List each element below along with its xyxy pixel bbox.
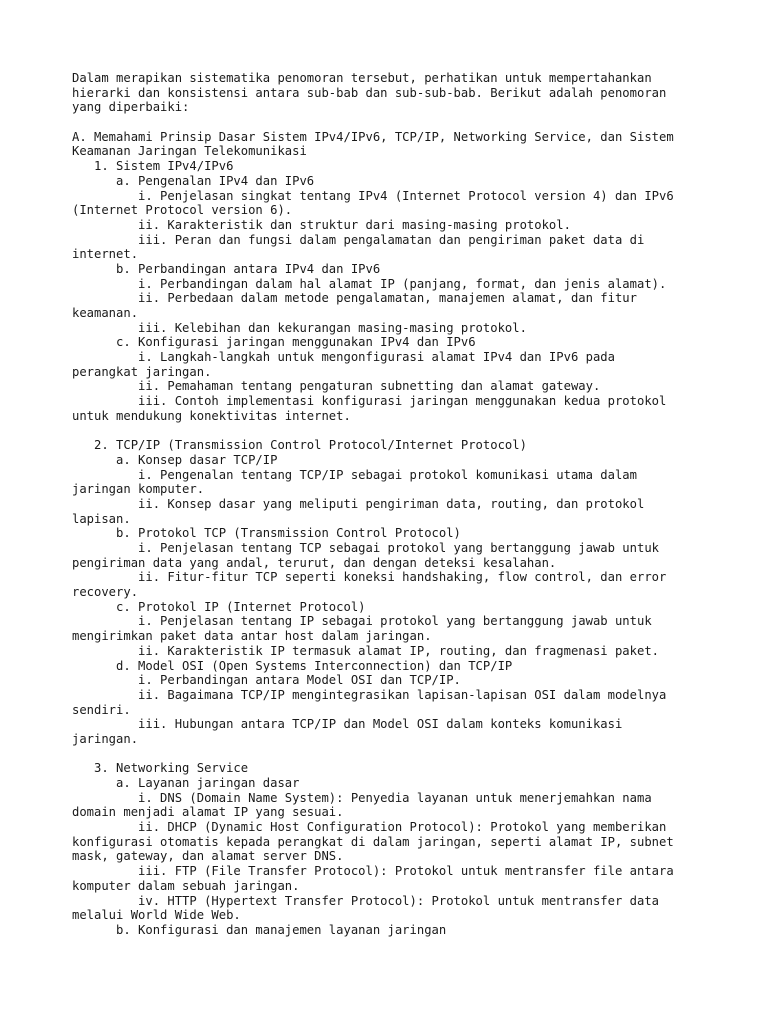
document-line: iv. HTTP (Hypertext Transfer Protocol): Protokol untuk mentransfer data xyxy=(72,893,659,908)
document-line: 2. TCP/IP (Transmission Control Protocol/Internet Protocol) xyxy=(72,438,527,453)
document-line: ii. DHCP (Dynamic Host Configuration Protocol): Protokol yang memberikan xyxy=(72,820,667,835)
document-line: ii. Pemahaman tentang pengaturan subnetting dan alamat gateway. xyxy=(72,379,601,394)
document-line: mengirimkan paket data antar host dalam jaringan. xyxy=(72,629,432,644)
document-line: i. Penjelasan singkat tentang IPv4 (Internet Protocol version 4) dan IPv6 xyxy=(72,188,674,203)
document-line: lapisan. xyxy=(72,511,131,526)
document-line: i. Perbandingan antara Model OSI dan TCP/IP. xyxy=(72,673,461,688)
blank-line xyxy=(72,747,696,762)
document-line: jaringan komputer. xyxy=(72,482,205,497)
document-line: hierarki dan konsistensi antara sub-bab dan sub-sub-bab. Berikut adalah penomoran xyxy=(72,85,667,100)
document-line: pengiriman data yang andal, terurut, dan dengan deteksi kesalahan. xyxy=(72,555,557,570)
document-line: yang diperbaiki: xyxy=(72,100,190,115)
document-line: a. Konsep dasar TCP/IP xyxy=(72,452,278,467)
document-line: iii. Kelebihan dan kekurangan masing-masing protokol. xyxy=(72,320,527,335)
document-line: b. Protokol TCP (Transmission Control Protocol) xyxy=(72,526,461,541)
document-line: internet. xyxy=(72,247,139,262)
document-line: i. Perbandingan dalam hal alamat IP (panjang, format, dan jenis alamat). xyxy=(72,276,667,291)
document-line: ii. Karakteristik dan struktur dari masing-masing protokol. xyxy=(72,217,571,232)
document-line: iii. FTP (File Transfer Protocol): Protokol untuk mentransfer file antara xyxy=(72,864,674,879)
document-line: komputer dalam sebuah jaringan. xyxy=(72,878,300,893)
document-line: c. Protokol IP (Internet Protocol) xyxy=(72,599,366,614)
document-line: (Internet Protocol version 6). xyxy=(72,203,293,218)
document-line: a. Layanan jaringan dasar xyxy=(72,776,300,790)
document-line: recovery. xyxy=(72,585,139,600)
document-line: i. Penjelasan tentang TCP sebagai protokol yang bertanggung jawab untuk xyxy=(72,541,659,555)
document-line: melalui World Wide Web. xyxy=(72,908,241,923)
document-line: b. Perbandingan antara IPv4 dan IPv6 xyxy=(72,261,381,276)
document-line: untuk mendukung konektivitas internet. xyxy=(72,408,351,423)
document-line: ii. Bagaimana TCP/IP mengintegrasikan lapisan-lapisan OSI dalam modelnya xyxy=(72,687,667,702)
blank-line xyxy=(72,424,696,439)
document-line: sendiri. xyxy=(72,702,131,717)
document-line: i. Penjelasan tentang IP sebagai protokol yang bertanggung jawab untuk xyxy=(72,614,652,629)
document-line: mask, gateway, dan alamat server DNS. xyxy=(72,849,344,864)
document-line: iii. Hubungan antara TCP/IP dan Model OSI dalam konteks komunikasi xyxy=(72,717,623,732)
document-line: c. Konfigurasi jaringan menggunakan IPv4 dan IPv6 xyxy=(72,335,476,350)
document-line: d. Model OSI (Open Systems Interconnection) dan TCP/IP xyxy=(72,658,513,673)
document-line: i. DNS (Domain Name System): Penyedia layanan untuk menerjemahkan nama xyxy=(72,790,652,805)
document-line: a. Pengenalan IPv4 dan IPv6 xyxy=(72,173,315,188)
document-line: A. Memahami Prinsip Dasar Sistem IPv4/IPv6, TCP/IP, Networking Service, dan Sistem xyxy=(72,129,674,144)
document-line: iii. Contoh implementasi konfigurasi jaringan menggunakan kedua protokol xyxy=(72,394,667,409)
document-line: i. Langkah-langkah untuk mengonfigurasi alamat IPv4 dan IPv6 pada xyxy=(72,350,615,365)
document-line: b. Konfigurasi dan manajemen layanan jaringan xyxy=(72,922,447,937)
document-line: ii. Karakteristik IP termasuk alamat IP, routing, dan fragmenasi paket. xyxy=(72,643,659,658)
document-line: jaringan. xyxy=(72,731,139,746)
document-line: 3. Networking Service xyxy=(72,761,249,776)
document-line: 1. Sistem IPv4/IPv6 xyxy=(72,159,234,174)
document-line: Dalam merapikan sistematika penomoran tersebut, perhatikan untuk mempertahankan xyxy=(72,71,652,85)
document-line: konfigurasi otomatis kepada perangkat di dalam jaringan, seperti alamat IP, subnet xyxy=(72,834,674,849)
document-line: ii. Konsep dasar yang meliputi pengiriman data, routing, dan protokol xyxy=(72,496,645,511)
document-line: ii. Perbedaan dalam metode pengalamatan, manajemen alamat, dan fitur xyxy=(72,291,637,306)
document-line: keamanan. xyxy=(72,306,139,320)
document-line: perangkat jaringan. xyxy=(72,364,212,379)
document-line: domain menjadi alamat IP yang sesuai. xyxy=(72,805,344,820)
document-line: i. Pengenalan tentang TCP/IP sebagai protokol komunikasi utama dalam xyxy=(72,467,637,482)
blank-line xyxy=(72,115,696,130)
document-line: Keamanan Jaringan Telekomunikasi xyxy=(72,144,307,159)
document-line: ii. Fitur-fitur TCP seperti koneksi handshaking, flow control, dan error xyxy=(72,570,667,585)
document-body xyxy=(72,71,696,938)
document-line: iii. Peran dan fungsi dalam pengalamatan dan pengiriman paket data di xyxy=(72,232,645,247)
